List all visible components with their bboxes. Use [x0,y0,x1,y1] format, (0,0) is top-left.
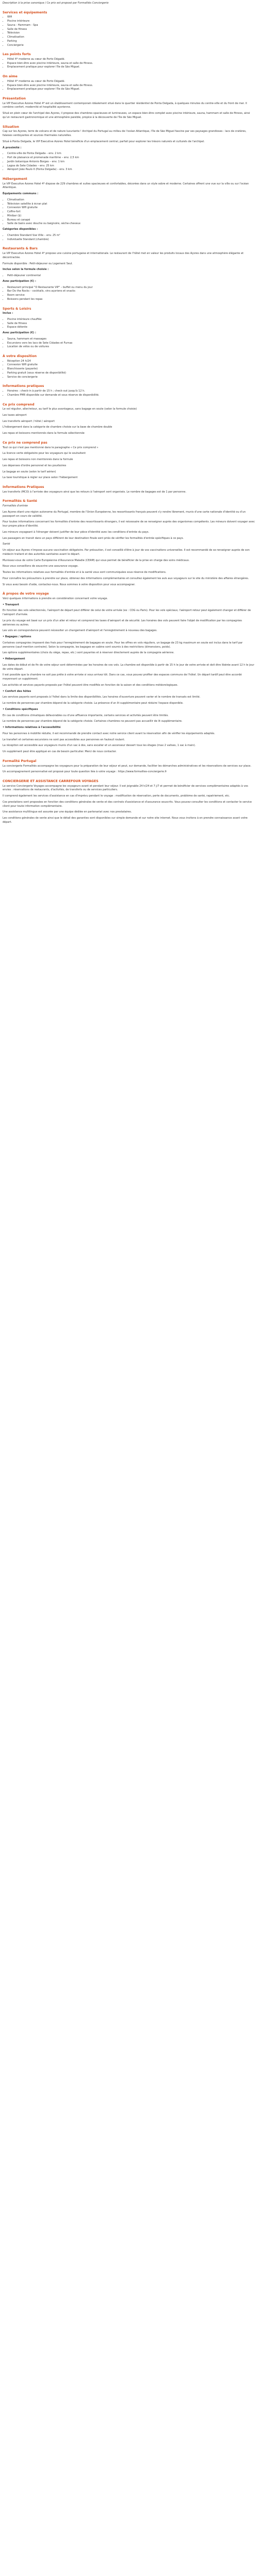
list-item: • Service de conciergerie [7,376,255,380]
paragraph: Le VIP Executive Azores Hotel 4* est un établissement contemporain idéalement situé dans le quartier résidentiel de Ponta Delgada, à quelques minutes du centre-ville et du front de mer. Il combine confort, modernité et hospitalité açorienne. [3,101,247,109]
paragraph: Les transferts (MCO) à l'arrivée des voyageurs ainsi que les retours à l'aéroport sont organisés. Le nombre de bagages est de 1 par personne. [3,490,186,494]
list-item: • Petit-déjeuner continental [7,274,255,278]
paragraph: Pour connaître les précautions à prendre sur place, obtenez des informations complémentaires et consultez également les avis aux voyageurs sur le site du ministère des affaires étrangères. [3,577,249,580]
paragraph: Les activités et services payants proposés par l'hôtel peuvent être modifiés en fonction de la saison et des conditions météorologiques. [3,683,179,687]
list-item: • Piscine intérieure [7,20,255,24]
list-item: • Climatisation [7,36,255,40]
list-item: • Coffre-fort [7,210,255,214]
disposal-heading: À votre disposition [3,354,37,359]
paragraph: Munissez-vous de votre Carte Européenne d'Assurance Maladie (CEAM) qui vous permet de bénéficier de la prise en charge des soins médicaux. [3,558,190,562]
list-item: • Horaires : check-in à partir de 15 h ; check-out jusqu'à 12 h. [7,389,255,394]
paragraph: En fonction des vols sélectionnés, l'aéroport de départ peut différer de celui de votre arrivée (ex : CDG ou Paris). Pour les vols spéciaux, l'aéroport retour peut également changer et différer de l'aéroport d'arrivée. [3,609,251,617]
categories-list [3,234,255,242]
list-item: • Jardin botanique Antonio Borges – env. 1 km [7,160,255,164]
list-item: • Wifi [7,15,255,20]
subheading: • Conditions spécifiques [3,707,38,711]
paragraph: Un séjour aux Açores n'impose aucune vaccination obligatoire. Par précaution, il est conseillé d'être à jour de vos vaccinations universelles. Il est recommandé de se renseigner auprès de son médecin traitant et des autorités sanitaires avant le départ. [3,549,250,556]
list-item: • Chambre PMR disponible sur demande et sous réserve de disponibilité. [7,394,255,398]
list-item: • Minibar ($) [7,214,255,218]
proximity-list [3,152,255,172]
paid-list [3,286,255,302]
list-item: • Emplacement pratique pour explorer l'île de São Miguel. [7,88,255,92]
paragraph: Le nombre de personnes par chambre dépend de la catégorie choisie. La présence d'un lit supplémentaire peut réduire l'espace disponible. [3,702,184,705]
subheading: • Bagages / options [3,635,31,639]
subheading: Formalités d'entrée [3,504,28,508]
paragraph: Si vous avez besoin d'aide, contactez-nous. Nous sommes à votre disposition pour vous accompagner. [3,583,136,586]
paragraph: Pour les personnes à mobilité réduite, il est recommandé de prendre contact avec notre service client avant la réservation afin de vérifier les équipements adaptés. [3,732,215,735]
list-item: • Chambre Standard Vue Ville – env. 25 m² [7,234,255,238]
paragraph: Les mineurs voyageant à l'étranger doivent justifier de leur pièce d'identité avec les conditions d'entrée du pays. [3,530,150,534]
services-list [3,15,255,47]
list-item: • Télévision satellite à écran plat [7,202,255,207]
paragraph: Certaines compagnies imposent des frais pour l'enregistrement de bagages en soute. Pour les offres en vols réguliers, un bagage de 23 kg maximum en soute est inclus dans le tarif par personne (sauf mention contraire). Selon la compagnie, les bagages en cabine sont soumis à des restrictions (dimensions, poids). [3,641,243,649]
formality-portugal-heading: Formalité Portugal [3,759,37,763]
paragraph: Les repas et boissons mentionnés dans la formule sélectionnée [3,432,85,435]
subheading: • Confort des hôtes [3,689,31,693]
list-item: • Aéroport João Paulo II (Ponta Delgada) – env. 3 km [7,168,255,172]
categories-label: Catégories disponibles : [3,228,38,231]
concierge-assistance-heading: CONCIERGERIE ET ASSISTANCE CARREFOUR VOYAGES [3,779,99,783]
included-label: Inclus selon la formule choisie : [3,268,49,272]
paragraph: Nous vous conseillons de souscrire une assurance voyage. [3,565,78,568]
paragraph: Situé à Ponta Delgada, le VIP Executive Azores Hotel bénéficie d'un emplacement central, parfait pour explorer les trésors naturels et culturels de l'archipel. [3,140,205,143]
list-item: • Espace détente [7,326,255,330]
paragraph: Le VIP Executive Azores Hotel 4* dispose de 229 chambres et suites spacieuses et confortables, décorées dans un style sobre et moderne. Certaines offrent une vue sur la ville ou sur l'océan Atlantique. [3,182,249,190]
paragraph: Un accompagnement personnalisé est proposé pour toute question liée à votre voyage : https://www.formalites-conciergerie.fr [3,770,167,774]
paragraph: La taxe touristique à régler sur place selon l'hébergement [3,476,78,480]
page-content [0,0,258,831]
paragraph: Les Açores étant une région autonome du Portugal, membre de l'Union Européenne, les ressortissants français peuvent s'y rendre librement, munis d'une carte nationale d'identité ou d'un passeport en cours de validité. [3,510,246,518]
list-item: • Salle de fitness [7,28,255,32]
paragraph: Les dépenses d'ordre personnel et les pourboires [3,464,67,467]
we-love-list [3,80,255,92]
situation-heading: Situation [3,125,19,129]
paragraph: Il comprend également les services d'assistance en cas d'imprévu pendant le voyage : modification de réservation, perte de documents, problème de santé, rapatriement, etc. [3,794,230,798]
practical-information-heading: Informations Pratiques [3,485,44,489]
list-item: • Boissons pendant les repas [7,298,255,302]
paragraph: La réception est accessible aux voyageurs munis d'un sac à dos, sans escalier et un ascenseur dessert tous les étages (max 2 valises, 1 sac à main). [3,744,196,748]
about-trip-heading: À propos de votre voyage [3,592,49,596]
paragraph: Le nombre de personnes par chambre dépend de la catégorie choisie. Certaines chambres ne peuvent pas accueillir de lit supplémentaire. [3,720,183,723]
list-item: • Sauna, hammam et massages [7,337,255,342]
practical-info-list [3,389,255,398]
paragraph: Le prix du voyage est basé sur un prix d'un aller et retour et comprend les taxes d'aéroport et de sécurité. Les horaires des vols peuvent faire l'objet de modification par les compagnies aériennes ou autres. [3,619,242,626]
list-item: • Conciergerie [7,44,255,48]
list-item: • Bar Do the Rocks – cocktails, vins açoriens et snacks [7,290,255,294]
list-item: • Restaurant principal "O Restaurante VIP" – buffet ou menu du jour [7,286,255,290]
subheading: • Transport [3,603,20,606]
paragraph: Les dates de début et de fin de votre séjour sont déterminées par les horaires de vos vols. La chambre est disponible à partir de 15 h le jour de votre arrivée et doit être libérée avant 12 h le jour de votre départ. [3,663,254,671]
paragraph: Les conditions générales de vente ainsi que le détail des garanties sont disponibles sur simple demande et sur notre site internet. Nous vous invitons à en prendre connaissance avant votre départ. [3,817,248,824]
list-item: • Hôtel 4* moderne au cœur de Porto Dégadé. [7,58,255,62]
paragraph: Formule disponible : Petit-déjeuner ou Logement Seul. [3,262,73,265]
presentation-heading: Présentation [3,97,26,101]
paragraph: Une assistance multilingue est assurée par une équipe dédiée en partenariat avec nos prestataires. [3,810,132,814]
paragraph: Les passagers en transit dans un pays différent de leur destination finale sont priés de vérifier les formalités d'entrée spécifiques à ce pays. [3,536,184,540]
proximity-label: À proximité : [3,146,22,149]
paragraph: Voici quelques informations à prendre en considération concernant votre voyage. [3,597,108,600]
paragraph: Les taxes aéroport [3,413,27,417]
paragraph: Pour toutes informations concernant les formalités d'entrée des ressortissants étrangers, il est nécessaire de se renseigner auprès des organismes compétents. Les mineurs doivent voyager avec leur propre pièce d'identité. [3,520,255,528]
paragraph: Toutes les informations relatives aux formalités d'entrée et à la santé vous sont communiquées sous réserve de modifications. [3,571,167,574]
paragraph: Le VIP Executive Azores Hotel 4* propose une cuisine portugaise et internationale. Le restaurant de l'hôtel met en valeur les produits locaux des Açores dans une atmosphère élégante et décontractée. [3,252,244,259]
list-item: • Espace bien-être avec piscine intérieure, sauna et salle de fitness. [7,62,255,66]
paragraph: La licence verte obligatoire pour les voyageurs qui le souhaitent [3,452,86,455]
paragraph: Les services payants sont proposés à l'hôtel dans la limite des disponibilités. Les horaires d'ouverture peuvent varier et le nombre de transats est limité. [3,696,201,699]
list-item: • Blanchisserie (payante) [7,367,255,371]
paragraph: La conciergerie Formalités accompagne les voyageurs pour la préparation de leur séjour et peut, sur demande, faciliter les démarches administratives et les réservations de services sur place. [3,764,251,768]
sports-heading: Sports & Loisirs [3,307,31,311]
practical-info-heading: Informations pratiques [3,384,44,388]
paragraph: Les vols en correspondance peuvent nécessiter un changement d'aéroport et l'enregistrement à nouveau des bagages. [3,629,157,633]
list-item: • Lagoa do Sete Cidades – env. 25 km [7,164,255,168]
formalities-heading: Formalités & Santé [3,499,37,503]
paragraph: Il est possible que la chambre ne soit pas prête à votre arrivée si vous arrivez tôt. Dans ce cas, vous pouvez profiter des espaces communs de l'hôtel. Un départ tardif peut être accordé moyennant un supplément. [3,673,242,681]
paid-list [3,337,255,349]
list-item: • Espace bien-être avec piscine intérieure, sauna et salle de fitness. [7,84,255,88]
paragraph: Le service Conciergerie Voyages accompagne les voyageurs avant et pendant leur séjour. Il est joignable 24 h/24 et 7 j/7 et permet de bénéficier de services complémentaires adaptés à vos envies : réservations de restaurants, d'activités, de transferts ou de services particuliers. [3,784,248,792]
paragraph: Le bagage en soute (selon le tarif aérien) [3,470,56,473]
equipment-label: Équipements communs : [3,192,39,196]
subheading: Santé [3,543,10,546]
paragraph: Les options supplémentaires (choix du siège, repas, etc.) sont payantes et à réserver directement auprès de la compagnie aérienne. [3,651,174,655]
paragraph: Tout ce qui n'est pas mentionné dans le paragraphe « Ce prix comprend » [3,446,99,449]
disposal-list [3,360,255,380]
paragraph: Le transfert et certaines excursions ne sont pas accessibles aux personnes en fauteuil roulant. [3,738,125,741]
list-item: • Port de plaisance et promenade maritime – env. 2,5 km [7,156,255,160]
included-label: Inclus : [3,312,13,315]
accommodation-heading: Hébergement [3,177,27,181]
paragraph: Un supplément peut être appliqué en cas de besoin particulier. Merci de nous contacter. [3,750,117,754]
strengths-list [3,58,255,70]
paid-label: Avec participation (€) : [3,331,36,335]
list-item: • Individuelle Standard (chambre) [7,238,255,242]
list-item: • Centre-ville de Ponta Delgada – env. 2 km [7,152,255,156]
list-item: • Climatisation [7,198,255,202]
list-item: • Réception 24 h/24 [7,360,255,364]
list-item: • Location de vélos ou de voitures [7,345,255,349]
list-item: • Connexion Wifi gratuite [7,363,255,367]
list-item: • Sauna - Hammam - Spa [7,24,255,28]
paid-label: Avec participation (€) : [3,279,36,283]
included-list [3,274,255,278]
subheading: • Informations relatives à l'accessibilité [3,726,61,730]
price-includes-heading: Ce prix comprend [3,402,35,406]
list-item: • Room service [7,294,255,298]
list-item: • Salle de fitness [7,322,255,326]
paragraph: Les transferts aéroport / hôtel / aéroport [3,419,55,423]
list-item: • Parking gratuit (sous réserve de disponibilité) [7,371,255,376]
paragraph: Le vol régulier, aller/retour, au tarif le plus avantageux, sans bagage en soute (selon la formule choisie) [3,408,137,411]
paragraph: Ces prestations sont proposées en fonction des conditions générales de vente et des contrats d'assistance et d'assurance souscrits. Vous pouvez consulter les conditions et contacter le service client pour toute information complémentaire. [3,800,252,808]
list-item: • Bureau et canapé [7,218,255,223]
list-item: • Parking [7,40,255,44]
list-item: • Salle de bains avec douche ou baignoire, sèche-cheveux [7,222,255,226]
list-item: • Emplacement pratique pour explorer l'île de São Miguel. [7,65,255,70]
intro-text: Description à la prise canonique / Ce prix est proposé par Formalités Conciergerie [3,2,109,5]
we-love-heading: On aime [3,75,18,79]
restaurants-heading: Restaurants & Bars [3,247,38,251]
services-heading: Services et équipements [3,10,47,14]
list-item: • Excursions vers les lacs de Sete Cidades et Furnas [7,342,255,346]
paragraph: En cas de conditions climatiques défavorables ou d'une affluence importante, certains services et activités peuvent être limités. [3,714,169,717]
strengths-heading: Les points forts [3,53,31,57]
paragraph: Cap sur les Açores, terre de volcans et de nature luxuriante ! Archipel du Portugal au milieu de l'océan Atlantique, l'île de São Miguel fascine par ses paysages grandioses : lacs de cratères, falaises verdoyantes et sources thermales naturelles. [3,130,247,138]
equipment-list [3,198,255,226]
list-item: • Hôtel 4* moderne au cœur de Porto Dégadé. [7,80,255,84]
paragraph: Les repas et boissons non mentionnés dans la formule [3,458,73,462]
subheading: • Hébergement [3,657,25,661]
price-excludes-heading: Ce prix ne comprend pas [3,440,47,445]
paragraph: L'hébergement dans la catégorie de chambre choisie sur la base de chambre double [3,426,112,429]
list-item: • Télévision [7,31,255,36]
list-item: • Connexion Wifi gratuite [7,206,255,210]
included-list [3,318,255,330]
list-item: • Piscine intérieure chauffée [7,318,255,322]
paragraph: Situé en plein cœur de l'archipel des Açores, il propose des chambres spacieuses et lumineuses, un espace bien-être complet avec piscine intérieure, sauna, hammam et salle de fitness, ainsi qu'un restaurant gastronomique et une atmosphère paisible, propice à la découverte de l'île de São Miguel. [3,112,250,119]
